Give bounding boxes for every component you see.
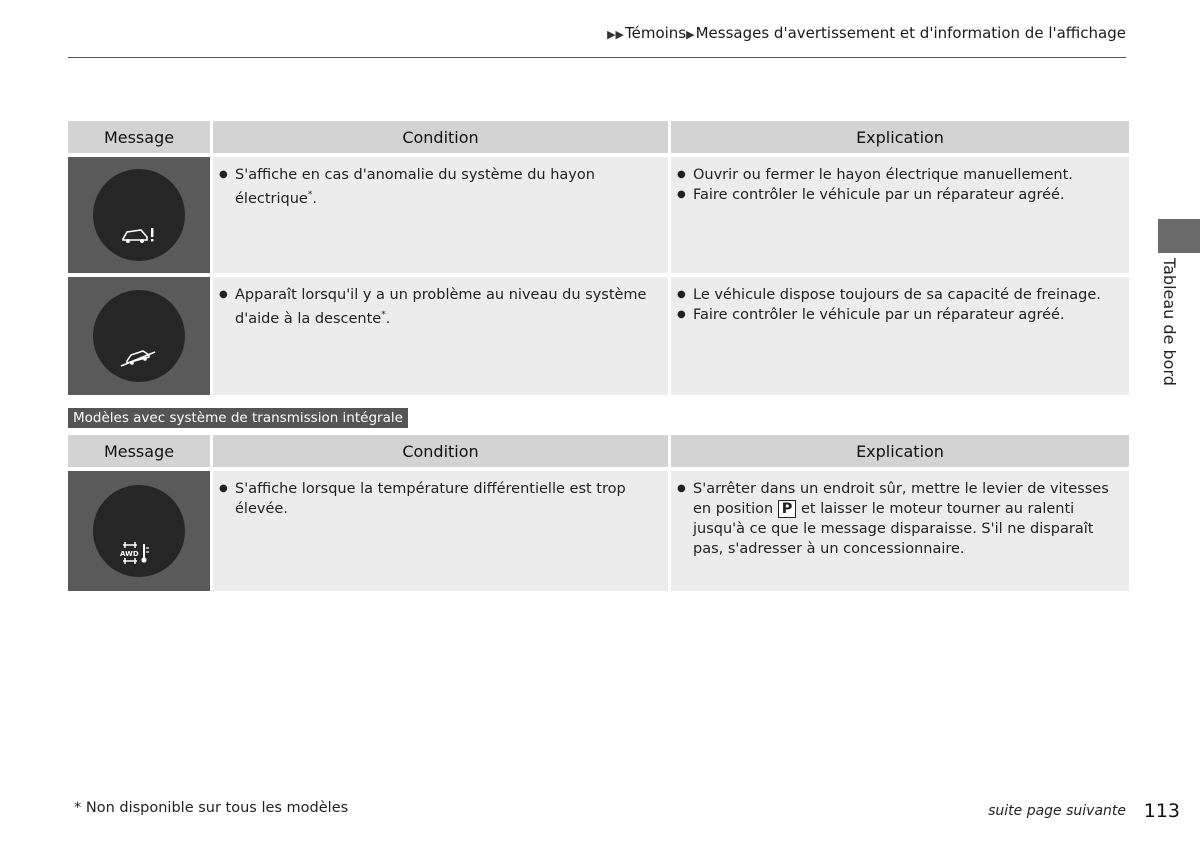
park-position-key: P (778, 500, 797, 518)
explanation-item: ● S'arrêter dans un endroit sûr, mettre le levier de vitesses en position P et laisser le moteur tourner au ralenti jusqu'à ce que le message disparaisse. S'il ne disparaît pas, s'adresser à un concessionnaire. (677, 479, 1123, 559)
condition-item: ● Apparaît lorsqu'il y a un problème au niveau du système d'aide à la descente*. (219, 285, 662, 329)
table-header-row (68, 121, 1129, 153)
condition-cell (213, 277, 668, 395)
table-row (68, 277, 1129, 395)
explanation-cell (671, 277, 1129, 395)
explanation-item: ● Faire contrôler le véhicule par un réparateur agréé. (677, 305, 1123, 325)
table-header-row (68, 435, 1129, 467)
hill-descent-warning-icon (119, 346, 159, 368)
explanation-item: ● Le véhicule dispose toujours de sa capacité de freinage. (677, 285, 1123, 305)
message-cell (68, 277, 210, 395)
header-divider (68, 57, 1126, 58)
display-screen (93, 485, 185, 577)
arrow-icon: ▶ (686, 28, 695, 41)
column-header-condition: Condition (213, 121, 668, 153)
double-arrow-icon: ▶▶ (607, 28, 624, 41)
message-cell (68, 157, 210, 273)
condition-item: ● S'affiche en cas d'anomalie du système du hayon électrique*. (219, 165, 662, 209)
table-row (68, 157, 1129, 273)
display-screen (93, 169, 185, 261)
continued-note: suite page suivante (988, 803, 1126, 819)
condition-item: ● S'affiche lorsque la température différentielle est trop élevée. (219, 479, 662, 519)
condition-cell (213, 157, 668, 273)
display-screen (93, 290, 185, 382)
column-header-explication: Explication (671, 121, 1129, 153)
breadcrumb-item-messages: Messages d'avertissement et d'information de l'affichage (695, 24, 1126, 42)
explanation-cell (671, 157, 1129, 273)
awd-warning-table (65, 431, 1132, 595)
condition-cell (213, 471, 668, 591)
breadcrumb-item-temoins: Témoins (625, 24, 687, 42)
explanation-item: ● Faire contrôler le véhicule par un réparateur agréé. (677, 185, 1123, 205)
svg-text:AWD: AWD (120, 550, 139, 558)
explanation-cell (671, 471, 1129, 591)
chapter-tab-label: Tableau de bord (1160, 258, 1179, 386)
chapter-tab-marker (1158, 219, 1200, 253)
page-number: 113 (1143, 800, 1180, 822)
footnote: * Non disponible sur tous les modèles (74, 800, 349, 816)
warning-table (65, 117, 1132, 399)
explanation-item: ● Ouvrir ou fermer le hayon électrique manuellement. (677, 165, 1123, 185)
column-header-message: Message (68, 121, 210, 153)
table-row (68, 471, 1129, 591)
column-header-condition: Condition (213, 435, 668, 467)
power-tailgate-warning-icon (119, 225, 159, 245)
breadcrumb (607, 24, 1126, 42)
column-header-message: Message (68, 435, 210, 467)
section-label: Modèles avec système de transmission intégrale (68, 408, 408, 428)
awd-temperature-icon (119, 541, 151, 565)
column-header-explication: Explication (671, 435, 1129, 467)
message-cell (68, 471, 210, 591)
